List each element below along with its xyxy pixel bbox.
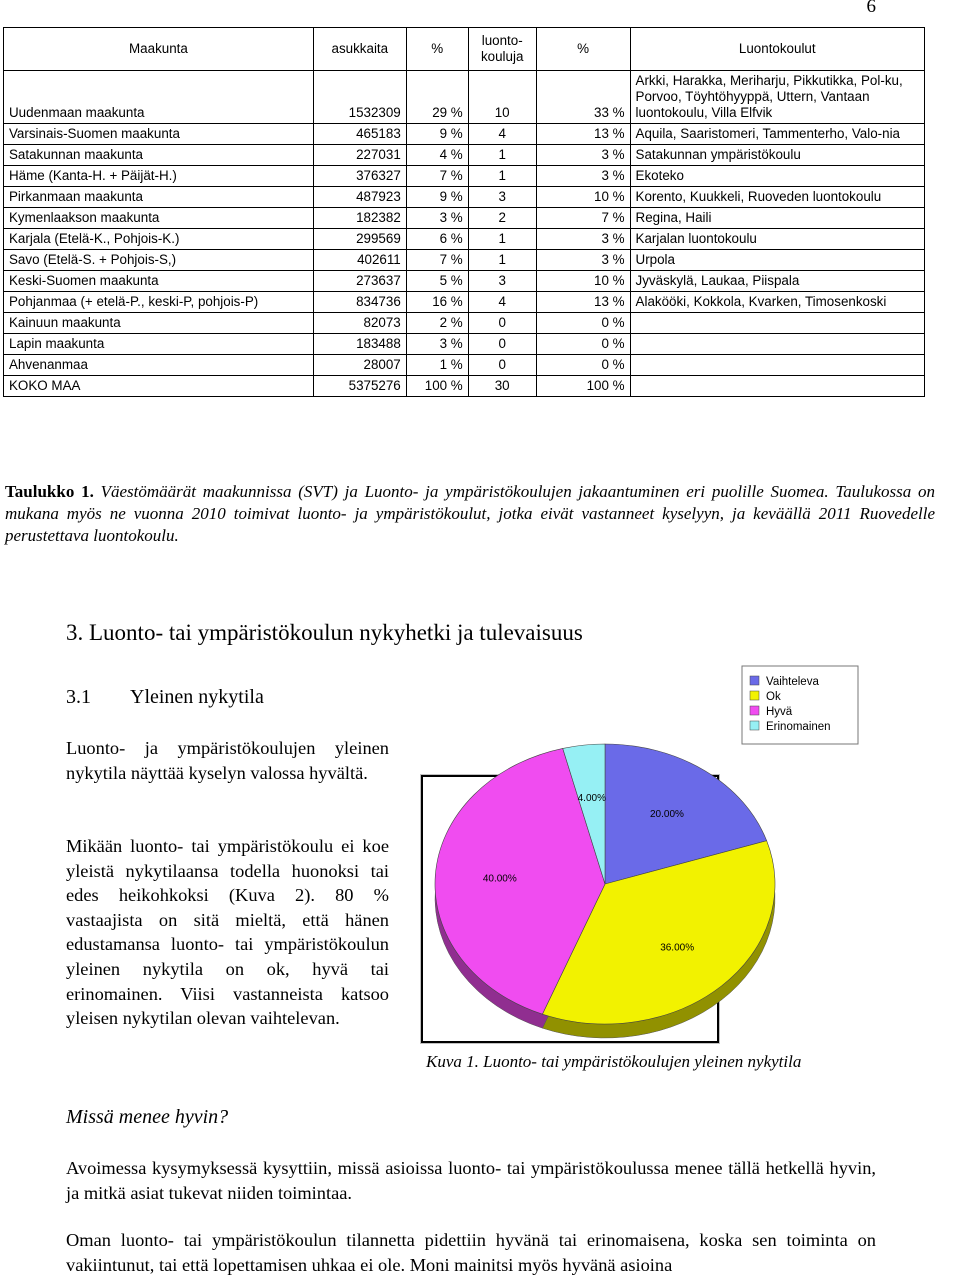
- pie-data-label: 40.00%: [482, 873, 517, 885]
- row-schools: 2: [468, 208, 536, 229]
- row-residents: 376327: [313, 166, 406, 187]
- row-schools: 0: [468, 334, 536, 355]
- section-heading: 3. Luonto- tai ympäristökoulun nykyhetki ja tulevaisuus: [66, 620, 583, 645]
- table-row: [4, 166, 925, 187]
- row-pct: 9 %: [406, 187, 468, 208]
- row-region: KOKO MAA: [4, 376, 314, 397]
- row-school-names: Karjalan luontokoulu: [630, 229, 924, 250]
- row-residents: 1532309: [313, 71, 406, 124]
- row-pct: 29 %: [406, 71, 468, 124]
- header-schools: luonto- kouluja: [468, 28, 536, 71]
- row-schools: 10: [468, 71, 536, 124]
- row-school-names: Aquila, Saaristomeri, Tammenterho, Valo-nia: [630, 124, 924, 145]
- subsection-number: 3.1: [66, 686, 91, 708]
- paragraph-answer: Oman luonto- tai ympäristökoulun tilannetta pidettiin hyvänä tai erinomaisena, koska sen toiminta on vakiintunut, tai että lopettamisen uhkaa ei ole. Moni mainitsi myös hyvänä asioina: [66, 1230, 876, 1275]
- page-number: 6: [866, 0, 876, 17]
- row-schools: 3: [468, 271, 536, 292]
- row-pct: 6 %: [406, 229, 468, 250]
- table-row: [4, 229, 925, 250]
- row-school-pct: 3 %: [536, 250, 630, 271]
- chart-caption: Kuva 1. Luonto- tai ympäristökoulujen yleinen nykytila: [426, 1052, 802, 1071]
- table-row: [4, 208, 925, 229]
- table-row: [4, 271, 925, 292]
- table-row: [4, 71, 925, 124]
- table-row: [4, 355, 925, 376]
- row-school-names: Korento, Kuukkeli, Ruoveden luontokoulu: [630, 187, 924, 208]
- paragraph-details: Mikään luonto- tai ympäristökoulu ei koe yleistä nykytilaansa todella huonoksi tai edes heikohkoksi (Kuva 2). 80 % vastaajista on sitä mieltä, että hänen edustamansa luonto- tai ympäristökoulun yleinen nykytila on ok, hyvä tai erinomainen. Viisi vastanneista katsoo yleisen nykytilan olevan vaihtelevan.: [66, 836, 389, 1029]
- row-region: Lapin maakunta: [4, 334, 314, 355]
- subsection-heading: [66, 686, 264, 709]
- row-region: Pohjanmaa (+ etelä-P., keski-P, pohjois-P): [4, 292, 314, 313]
- table-row: [4, 376, 925, 397]
- row-school-names: [630, 313, 924, 334]
- row-pct: 3 %: [406, 208, 468, 229]
- row-pct: 3 %: [406, 334, 468, 355]
- row-school-pct: 0 %: [536, 334, 630, 355]
- row-school-pct: 0 %: [536, 355, 630, 376]
- legend-label: Vaihteleva: [766, 676, 819, 688]
- row-residents: 299569: [313, 229, 406, 250]
- table-header-row: [4, 28, 925, 71]
- paragraph-question: Avoimessa kysymyksessä kysyttiin, missä asioissa luonto- tai ympäristökoulussa menee tällä hetkellä hyvin, ja mitkä asiat tukevat niiden toimintaa.: [66, 1158, 876, 1203]
- row-schools: 30: [468, 376, 536, 397]
- row-schools: 1: [468, 250, 536, 271]
- row-pct: 100 %: [406, 376, 468, 397]
- header-school-pct: %: [536, 28, 630, 71]
- row-region: Varsinais-Suomen maakunta: [4, 124, 314, 145]
- header-residents: asukkaita: [313, 28, 406, 71]
- pie-data-label: 36.00%: [660, 942, 695, 954]
- row-school-pct: 13 %: [536, 292, 630, 313]
- legend-swatch: [750, 691, 759, 700]
- row-school-pct: 100 %: [536, 376, 630, 397]
- row-school-pct: 10 %: [536, 271, 630, 292]
- row-region: Karjala (Etelä-K., Pohjois-K.): [4, 229, 314, 250]
- row-school-names: Arkki, Harakka, Meriharju, Pikkutikka, Pol-ku, Porvoo, Töyhtöhyyppä, Uttern, Vantaan luontokoulu, Villa Elfvik: [630, 71, 924, 124]
- row-school-pct: 3 %: [536, 229, 630, 250]
- row-schools: 1: [468, 166, 536, 187]
- regions-table: [3, 27, 925, 397]
- row-residents: 183488: [313, 334, 406, 355]
- row-school-names: Regina, Haili: [630, 208, 924, 229]
- row-pct: 9 %: [406, 124, 468, 145]
- row-schools: 0: [468, 355, 536, 376]
- table-row: [4, 334, 925, 355]
- paragraph-overview: Luonto- ja ympäristökoulujen yleinen nykytila näyttää kyselyn valossa hyvältä.: [66, 738, 389, 783]
- row-school-names: Ekoteko: [630, 166, 924, 187]
- pie-data-label: 20.00%: [649, 808, 684, 820]
- caption-text: Väestömäärät maakunnissa (SVT) ja Luonto- ja ympäristökoulujen jakaantuminen eri puolille Suomea. Taulukossa on mukana myös ne vuonna 2010 toimivat luonto- ja ympäristökoulut, jotka eivät vastanneet kyselyyn, ja keväällä 2011 Ruovedelle perustettava luontokoulu.: [5, 482, 935, 545]
- header-school-names: Luontokoulut: [630, 28, 924, 71]
- row-region: Kymenlaakson maakunta: [4, 208, 314, 229]
- row-residents: 82073: [313, 313, 406, 334]
- table-row: [4, 292, 925, 313]
- row-region: Savo (Etelä-S. + Pohjois-S,): [4, 250, 314, 271]
- row-residents: 487923: [313, 187, 406, 208]
- table-row: [4, 187, 925, 208]
- row-school-pct: 7 %: [536, 208, 630, 229]
- row-school-names: Alakööki, Kokkola, Kvarken, Timosenkoski: [630, 292, 924, 313]
- row-residents: 273637: [313, 271, 406, 292]
- row-school-pct: 33 %: [536, 71, 630, 124]
- legend-label: Erinomainen: [766, 721, 831, 733]
- row-schools: 1: [468, 229, 536, 250]
- row-pct: 1 %: [406, 355, 468, 376]
- row-residents: 28007: [313, 355, 406, 376]
- legend-swatch: [750, 676, 759, 685]
- row-region: Häme (Kanta-H. + Päijät-H.): [4, 166, 314, 187]
- legend-swatch: [750, 706, 759, 715]
- row-region: Ahvenanmaa: [4, 355, 314, 376]
- row-schools: 4: [468, 124, 536, 145]
- row-school-pct: 0 %: [536, 313, 630, 334]
- row-schools: 4: [468, 292, 536, 313]
- table-row: [4, 250, 925, 271]
- row-pct: 7 %: [406, 250, 468, 271]
- row-school-pct: 3 %: [536, 145, 630, 166]
- row-school-names: [630, 334, 924, 355]
- row-region: Keski-Suomen maakunta: [4, 271, 314, 292]
- row-school-names: [630, 376, 924, 397]
- row-pct: 5 %: [406, 271, 468, 292]
- row-pct: 2 %: [406, 313, 468, 334]
- subsection-title: Yleinen nykytila: [130, 686, 264, 708]
- row-school-names: Urpola: [630, 250, 924, 271]
- row-school-names: Jyväskylä, Laukaa, Piispala: [630, 271, 924, 292]
- row-region: Satakunnan maakunta: [4, 145, 314, 166]
- table-caption: [5, 481, 935, 547]
- row-region: Kainuun maakunta: [4, 313, 314, 334]
- row-school-names: Satakunnan ympäristökoulu: [630, 145, 924, 166]
- row-school-pct: 13 %: [536, 124, 630, 145]
- row-pct: 4 %: [406, 145, 468, 166]
- row-region: Pirkanmaan maakunta: [4, 187, 314, 208]
- caption-label: Taulukko 1.: [5, 482, 94, 501]
- table-row: [4, 313, 925, 334]
- row-residents: 5375276: [313, 376, 406, 397]
- row-residents: 227031: [313, 145, 406, 166]
- row-region: Uudenmaan maakunta: [4, 71, 314, 124]
- row-residents: 182382: [313, 208, 406, 229]
- row-residents: 465183: [313, 124, 406, 145]
- legend-label: Ok: [766, 691, 781, 703]
- row-schools: 0: [468, 313, 536, 334]
- row-pct: 7 %: [406, 166, 468, 187]
- table-body: [4, 71, 925, 397]
- legend-label: Hyvä: [766, 706, 793, 718]
- question-heading: Missä menee hyvin?: [66, 1106, 229, 1128]
- header-pct: %: [406, 28, 468, 71]
- table-row: [4, 145, 925, 166]
- legend-swatch: [750, 721, 759, 730]
- row-residents: 834736: [313, 292, 406, 313]
- header-region: Maakunta: [4, 28, 314, 71]
- row-school-pct: 10 %: [536, 187, 630, 208]
- pie-data-label: 4.00%: [577, 792, 606, 804]
- row-schools: 3: [468, 187, 536, 208]
- row-school-pct: 3 %: [536, 166, 630, 187]
- row-school-names: [630, 355, 924, 376]
- table-row: [4, 124, 925, 145]
- row-residents: 402611: [313, 250, 406, 271]
- row-pct: 16 %: [406, 292, 468, 313]
- pie-chart: [420, 664, 860, 1044]
- row-schools: 1: [468, 145, 536, 166]
